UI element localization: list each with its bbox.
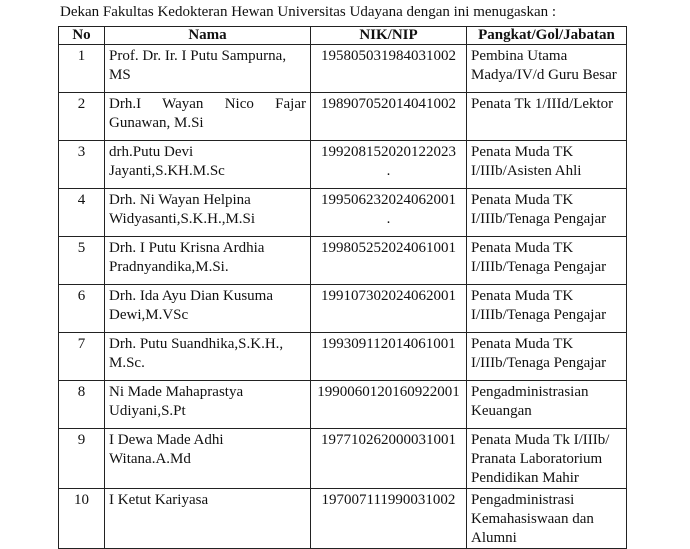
jabatan-line: I/IIIb/Tenaga Pengajar bbox=[471, 355, 607, 371]
jabatan-line: Penata Muda TK bbox=[471, 288, 574, 304]
header-jabatan: Pangkat/Gol/Jabatan bbox=[467, 27, 627, 45]
row-nik bbox=[311, 381, 467, 429]
jabatan-line: Madya/IV/d Guru Besar bbox=[471, 67, 617, 83]
nama-line: M.Sc. bbox=[109, 355, 145, 371]
nik-value: 197710262000031001 bbox=[321, 432, 456, 448]
row-number: 5 bbox=[59, 237, 105, 285]
row-nik bbox=[311, 93, 467, 141]
row-nama bbox=[105, 93, 311, 141]
row-number: 6 bbox=[59, 285, 105, 333]
row-nama bbox=[105, 285, 311, 333]
table-row bbox=[59, 237, 627, 285]
nama-line: Drh. I Putu Krisna Ardhia bbox=[109, 240, 265, 256]
header-nama: Nama bbox=[105, 27, 311, 45]
assignment-table bbox=[58, 26, 627, 549]
nik-value: 199309112014061001 bbox=[321, 336, 456, 352]
table-row bbox=[59, 141, 627, 189]
row-nik bbox=[311, 141, 467, 189]
jabatan-line: Pranata Laboratorium bbox=[471, 451, 603, 467]
header-nik: NIK/NIP bbox=[311, 27, 467, 45]
row-nama bbox=[105, 141, 311, 189]
jabatan-line: Alumni bbox=[471, 530, 517, 546]
row-nik bbox=[311, 237, 467, 285]
row-jabatan bbox=[467, 45, 627, 93]
row-jabatan bbox=[467, 93, 627, 141]
table-row bbox=[59, 429, 627, 489]
nik-value: 199208152020122023 bbox=[321, 144, 456, 160]
nama-line: Udiyani,S.Pt bbox=[109, 403, 186, 419]
row-jabatan bbox=[467, 333, 627, 381]
row-nik bbox=[311, 429, 467, 489]
jabatan-line: Penata Muda Tk I/IIIb/ bbox=[471, 432, 610, 448]
table-row bbox=[59, 489, 627, 549]
jabatan-line: I/IIIb/Asisten Ahli bbox=[471, 163, 582, 179]
nik-suffix: . bbox=[386, 163, 391, 179]
nik-value: 195805031984031002 bbox=[321, 48, 456, 64]
nik-value: 199107302024062001 bbox=[321, 288, 456, 304]
row-jabatan bbox=[467, 141, 627, 189]
row-number: 1 bbox=[59, 45, 105, 93]
table-header-row bbox=[59, 27, 627, 45]
row-nik bbox=[311, 189, 467, 237]
row-nik bbox=[311, 45, 467, 93]
table-row bbox=[59, 285, 627, 333]
table-row bbox=[59, 93, 627, 141]
table-row bbox=[59, 333, 627, 381]
nama-line: I Ketut Kariyasa bbox=[109, 492, 209, 508]
table-row bbox=[59, 381, 627, 429]
table-row bbox=[59, 45, 627, 93]
row-jabatan bbox=[467, 285, 627, 333]
jabatan-line: Pembina Utama bbox=[471, 48, 568, 64]
row-number: 4 bbox=[59, 189, 105, 237]
jabatan-line: I/IIIb/Tenaga Pengajar bbox=[471, 259, 607, 275]
row-nama bbox=[105, 189, 311, 237]
jabatan-line: Kemahasiswaan dan bbox=[471, 511, 594, 527]
row-jabatan bbox=[467, 189, 627, 237]
header-no: No bbox=[59, 27, 105, 45]
table-row bbox=[59, 189, 627, 237]
nama-line: Drh.I Wayan Nico Fajar bbox=[109, 96, 306, 112]
jabatan-line: Pengadministrasian bbox=[471, 384, 589, 400]
row-jabatan bbox=[467, 381, 627, 429]
row-nik bbox=[311, 489, 467, 549]
row-number: 3 bbox=[59, 141, 105, 189]
nama-line: Dewi,M.VSc bbox=[109, 307, 189, 323]
nama-line: Widyasanti,S.K.H.,M.Si bbox=[109, 211, 256, 227]
jabatan-line: Pendidikan Mahir bbox=[471, 470, 579, 486]
nama-line: Drh. Putu Suandhika,S.K.H., bbox=[109, 336, 284, 352]
document-intro: Dekan Fakultas Kedokteran Hewan Universitas Udayana dengan ini menugaskan : bbox=[60, 4, 557, 20]
row-nama bbox=[105, 489, 311, 549]
nik-value: 197007111990031002 bbox=[321, 492, 456, 508]
row-number: 7 bbox=[59, 333, 105, 381]
nama-line: Drh. Ni Wayan Helpina bbox=[109, 192, 251, 208]
jabatan-line: I/IIIb/Tenaga Pengajar bbox=[471, 211, 607, 227]
row-jabatan bbox=[467, 489, 627, 549]
nama-line: MS bbox=[109, 67, 131, 83]
row-jabatan bbox=[467, 429, 627, 489]
nama-line: Ni Made Mahaprastya bbox=[109, 384, 244, 400]
row-nama bbox=[105, 333, 311, 381]
nama-line: Drh. Ida Ayu Dian Kusuma bbox=[109, 288, 274, 304]
nama-line: Jayanti,S.KH.M.Sc bbox=[109, 163, 225, 179]
row-nik bbox=[311, 285, 467, 333]
nik-value: 199805252024061001 bbox=[321, 240, 456, 256]
jabatan-line: Penata Muda TK bbox=[471, 144, 574, 160]
nik-value: 1990060120160922001 bbox=[317, 384, 460, 400]
row-jabatan bbox=[467, 237, 627, 285]
nama-line: Pradnyandika,M.Si. bbox=[109, 259, 229, 275]
nik-value: 199506232024062001 bbox=[321, 192, 456, 208]
row-number: 10 bbox=[59, 489, 105, 549]
nik-suffix: . bbox=[386, 211, 391, 227]
jabatan-line: Penata Muda TK bbox=[471, 192, 574, 208]
row-nik bbox=[311, 333, 467, 381]
jabatan-line: Penata Muda TK bbox=[471, 336, 574, 352]
nama-line: Gunawan, M.Si bbox=[109, 115, 204, 131]
row-number: 8 bbox=[59, 381, 105, 429]
jabatan-line: Penata Tk 1/IIId/Lektor bbox=[471, 96, 614, 112]
row-nama bbox=[105, 429, 311, 489]
row-nama bbox=[105, 237, 311, 285]
row-number: 9 bbox=[59, 429, 105, 489]
nik-value: 198907052014041002 bbox=[321, 96, 456, 112]
row-nama bbox=[105, 381, 311, 429]
jabatan-line: Penata Muda TK bbox=[471, 240, 574, 256]
row-number: 2 bbox=[59, 93, 105, 141]
nama-line: drh.Putu Devi bbox=[109, 144, 194, 160]
jabatan-line: Keuangan bbox=[471, 403, 532, 419]
jabatan-line: I/IIIb/Tenaga Pengajar bbox=[471, 307, 607, 323]
nama-line: I Dewa Made Adhi Witana.A.Md bbox=[109, 432, 224, 467]
nama-line: Prof. Dr. Ir. I Putu Sampurna, bbox=[109, 48, 287, 64]
jabatan-line: Pengadministrasi bbox=[471, 492, 575, 508]
row-nama bbox=[105, 45, 311, 93]
